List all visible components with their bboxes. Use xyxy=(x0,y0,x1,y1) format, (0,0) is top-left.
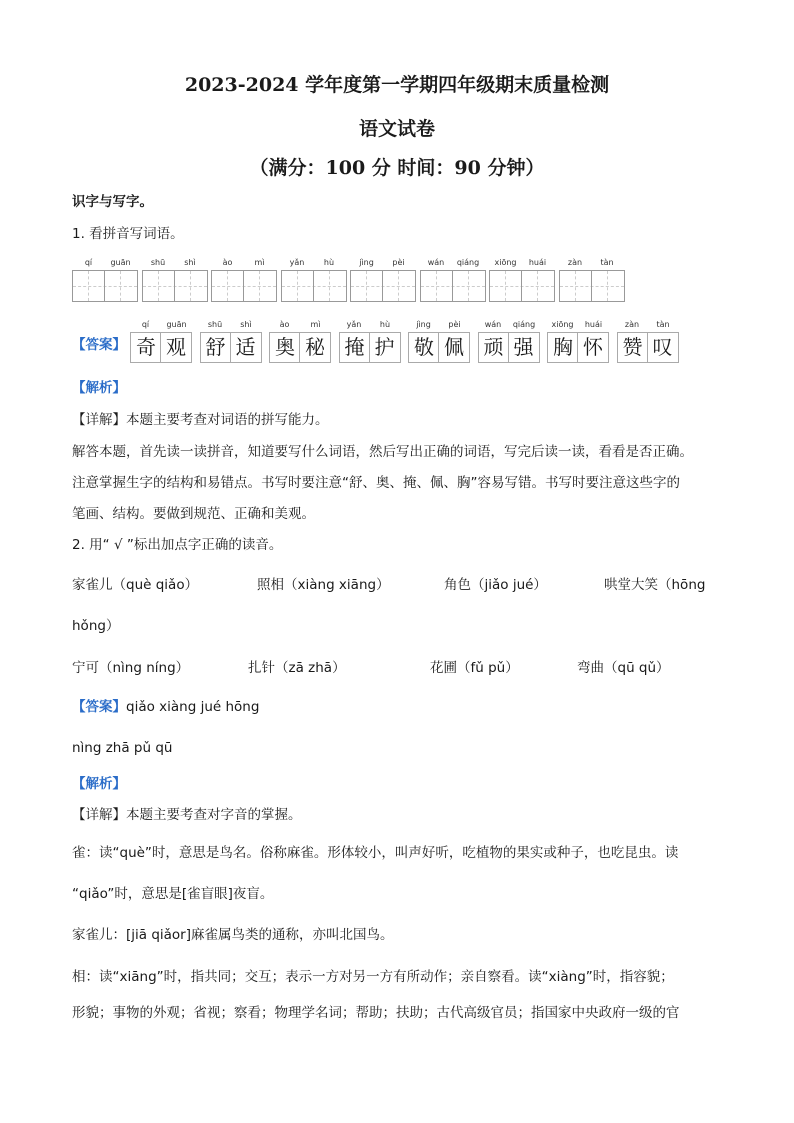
pinyin-label: qí xyxy=(84,258,93,267)
answer-char: 胸 xyxy=(553,335,573,359)
pron-item: hǒng） xyxy=(72,618,120,634)
answer-label-1: 【答案】 xyxy=(72,337,126,353)
pinyin-label: jìng xyxy=(416,320,431,329)
pinyin-label: xiōng xyxy=(494,258,517,267)
q2-para-4: 相：读“xiāng”时，指共同；交互；表示一方对另一方有所动作；亲自察看。读“xiàng”时，指容貌； xyxy=(72,969,674,985)
answer-cells xyxy=(130,332,192,363)
pron-item: 弯曲（qū qǔ） xyxy=(577,660,670,676)
pinyin-label: qiáng xyxy=(456,258,480,267)
q2-detail: 【详解】本题主要考查对字音的掌握。 xyxy=(72,807,302,823)
answer-cells xyxy=(547,332,609,363)
answer-label-2: 【答案】 xyxy=(72,699,126,715)
pinyin-label: shū xyxy=(207,320,223,329)
pinyin-label: huái xyxy=(528,258,547,267)
pinyin-label: pèi xyxy=(448,320,461,329)
q2-para-1: 雀：读“què”时，意思是鸟名。俗称麻雀。形体较小，叫声好听，吃植物的果实或种子，也吃昆虫。读 xyxy=(72,845,679,861)
pinyin-label: ào xyxy=(279,320,290,329)
answer-char: 掩 xyxy=(344,335,365,359)
writing-cells[interactable] xyxy=(281,270,347,302)
answer-2-line2: nìng zhā pǔ qū xyxy=(72,740,173,756)
writing-cells[interactable] xyxy=(350,270,416,302)
pinyin-label: wán xyxy=(427,258,445,267)
answer-char: 适 xyxy=(235,335,256,359)
pinyin-label: hù xyxy=(379,320,391,329)
answer-char: 奥 xyxy=(275,335,295,359)
question-2-prompt: 2. 用“ √ ”标出加点字正确的读音。 xyxy=(72,537,283,553)
answer-cells xyxy=(617,332,679,363)
answer-cells xyxy=(269,332,331,363)
q1-para-2: 注意掌握生字的结构和易错点。书写时要注意“舒、奥、掩、佩、胸”容易写错。书写时要注意这些字的 xyxy=(72,475,680,491)
pinyin-label: guān xyxy=(110,258,131,267)
section-heading: 识字与写字。 xyxy=(72,194,153,210)
pinyin-label: xiōng xyxy=(551,320,574,329)
pinyin-label: ào xyxy=(222,258,233,267)
pinyin-label: yǎn xyxy=(346,320,362,329)
answer-cells xyxy=(200,332,262,363)
analysis-label-2: 【解析】 xyxy=(72,776,126,792)
pinyin-label: zàn xyxy=(567,258,583,267)
q2-para-3: 家雀儿：[jiā qiǎor]麻雀属鸟类的通称，亦叫北国鸟。 xyxy=(72,927,394,943)
question-1-prompt: 1. 看拼音写词语。 xyxy=(72,226,184,242)
pinyin-label: qiáng xyxy=(512,320,536,329)
answer-char: 敬 xyxy=(414,335,434,359)
q2-para-5: 形貌；事物的外观；省视；察看；物理学名词；帮助；扶助；古代高级官员；指国家中央政府一级的官 xyxy=(72,1005,680,1021)
q2-para-2: “qiǎo”时，意思是[雀盲眼]夜盲。 xyxy=(72,886,274,902)
writing-cells[interactable] xyxy=(489,270,555,302)
pinyin-label: shì xyxy=(240,320,252,329)
pinyin-label: hù xyxy=(323,258,335,267)
answer-2 xyxy=(72,698,259,716)
analysis-label-1: 【解析】 xyxy=(72,380,126,396)
pinyin-label: shū xyxy=(150,258,166,267)
answer-char: 奇 xyxy=(136,335,156,359)
answer-2-line1: qiǎo xiàng jué hōng xyxy=(126,699,260,715)
writing-cells[interactable] xyxy=(420,270,486,302)
answer-cells xyxy=(478,332,540,363)
answer-cells xyxy=(339,332,401,363)
pinyin-label: shì xyxy=(184,258,196,267)
pinyin-label: yǎn xyxy=(289,258,305,267)
exam-title: 2023-2024 学年度第一学期四年级期末质量检测 xyxy=(184,74,610,96)
pron-item: 哄堂大笑（hōng xyxy=(604,577,706,593)
answer-char: 赞 xyxy=(622,335,643,359)
pron-item: 扎针（zā zhā） xyxy=(248,660,346,676)
answer-char: 护 xyxy=(374,335,395,359)
pron-item: 家雀儿（què qiǎo） xyxy=(72,577,199,593)
writing-cells[interactable] xyxy=(211,270,277,302)
writing-cells[interactable] xyxy=(72,270,138,302)
q1-para-1: 解答本题，首先读一读拼音，知道要写什么词语，然后写出正确的词语，写完后读一读，看看是否正确。 xyxy=(72,444,693,460)
answer-char: 观 xyxy=(166,335,186,359)
pinyin-label: jìng xyxy=(359,258,374,267)
q1-para-3: 笔画、结构。要做到规范、正确和美观。 xyxy=(72,506,315,522)
answer-cells xyxy=(408,332,470,363)
pinyin-label: huái xyxy=(584,320,603,329)
answer-char: 秘 xyxy=(305,335,325,359)
writing-cells[interactable] xyxy=(559,270,625,302)
pron-item: 花圃（fǔ pǔ） xyxy=(430,660,519,676)
answer-char: 强 xyxy=(513,335,534,359)
pinyin-label: qí xyxy=(141,320,150,329)
answer-char: 叹 xyxy=(652,335,673,359)
pinyin-label: tàn xyxy=(656,320,670,329)
answer-char: 怀 xyxy=(583,335,603,359)
pron-item: 照相（xiàng xiāng） xyxy=(257,577,390,593)
pinyin-label: guān xyxy=(166,320,187,329)
answer-char: 佩 xyxy=(444,335,464,359)
pinyin-label: wán xyxy=(484,320,502,329)
answer-char: 舒 xyxy=(205,335,226,359)
pinyin-label: zàn xyxy=(624,320,640,329)
pinyin-label: pèi xyxy=(392,258,405,267)
answer-char: 顽 xyxy=(483,335,504,359)
pron-item: 角色（jiǎo jué） xyxy=(444,577,547,593)
pron-item: 宁可（nìng níng） xyxy=(72,660,190,676)
pinyin-label: mì xyxy=(310,320,321,329)
exam-subject: 语文试卷 xyxy=(358,118,435,140)
exam-score-time: （满分：100 分 时间：90 分钟） xyxy=(249,157,545,179)
pinyin-label: tàn xyxy=(600,258,614,267)
writing-cells[interactable] xyxy=(142,270,208,302)
pinyin-label: mì xyxy=(254,258,265,267)
q1-detail: 【详解】本题主要考查对词语的拼写能力。 xyxy=(72,412,329,428)
